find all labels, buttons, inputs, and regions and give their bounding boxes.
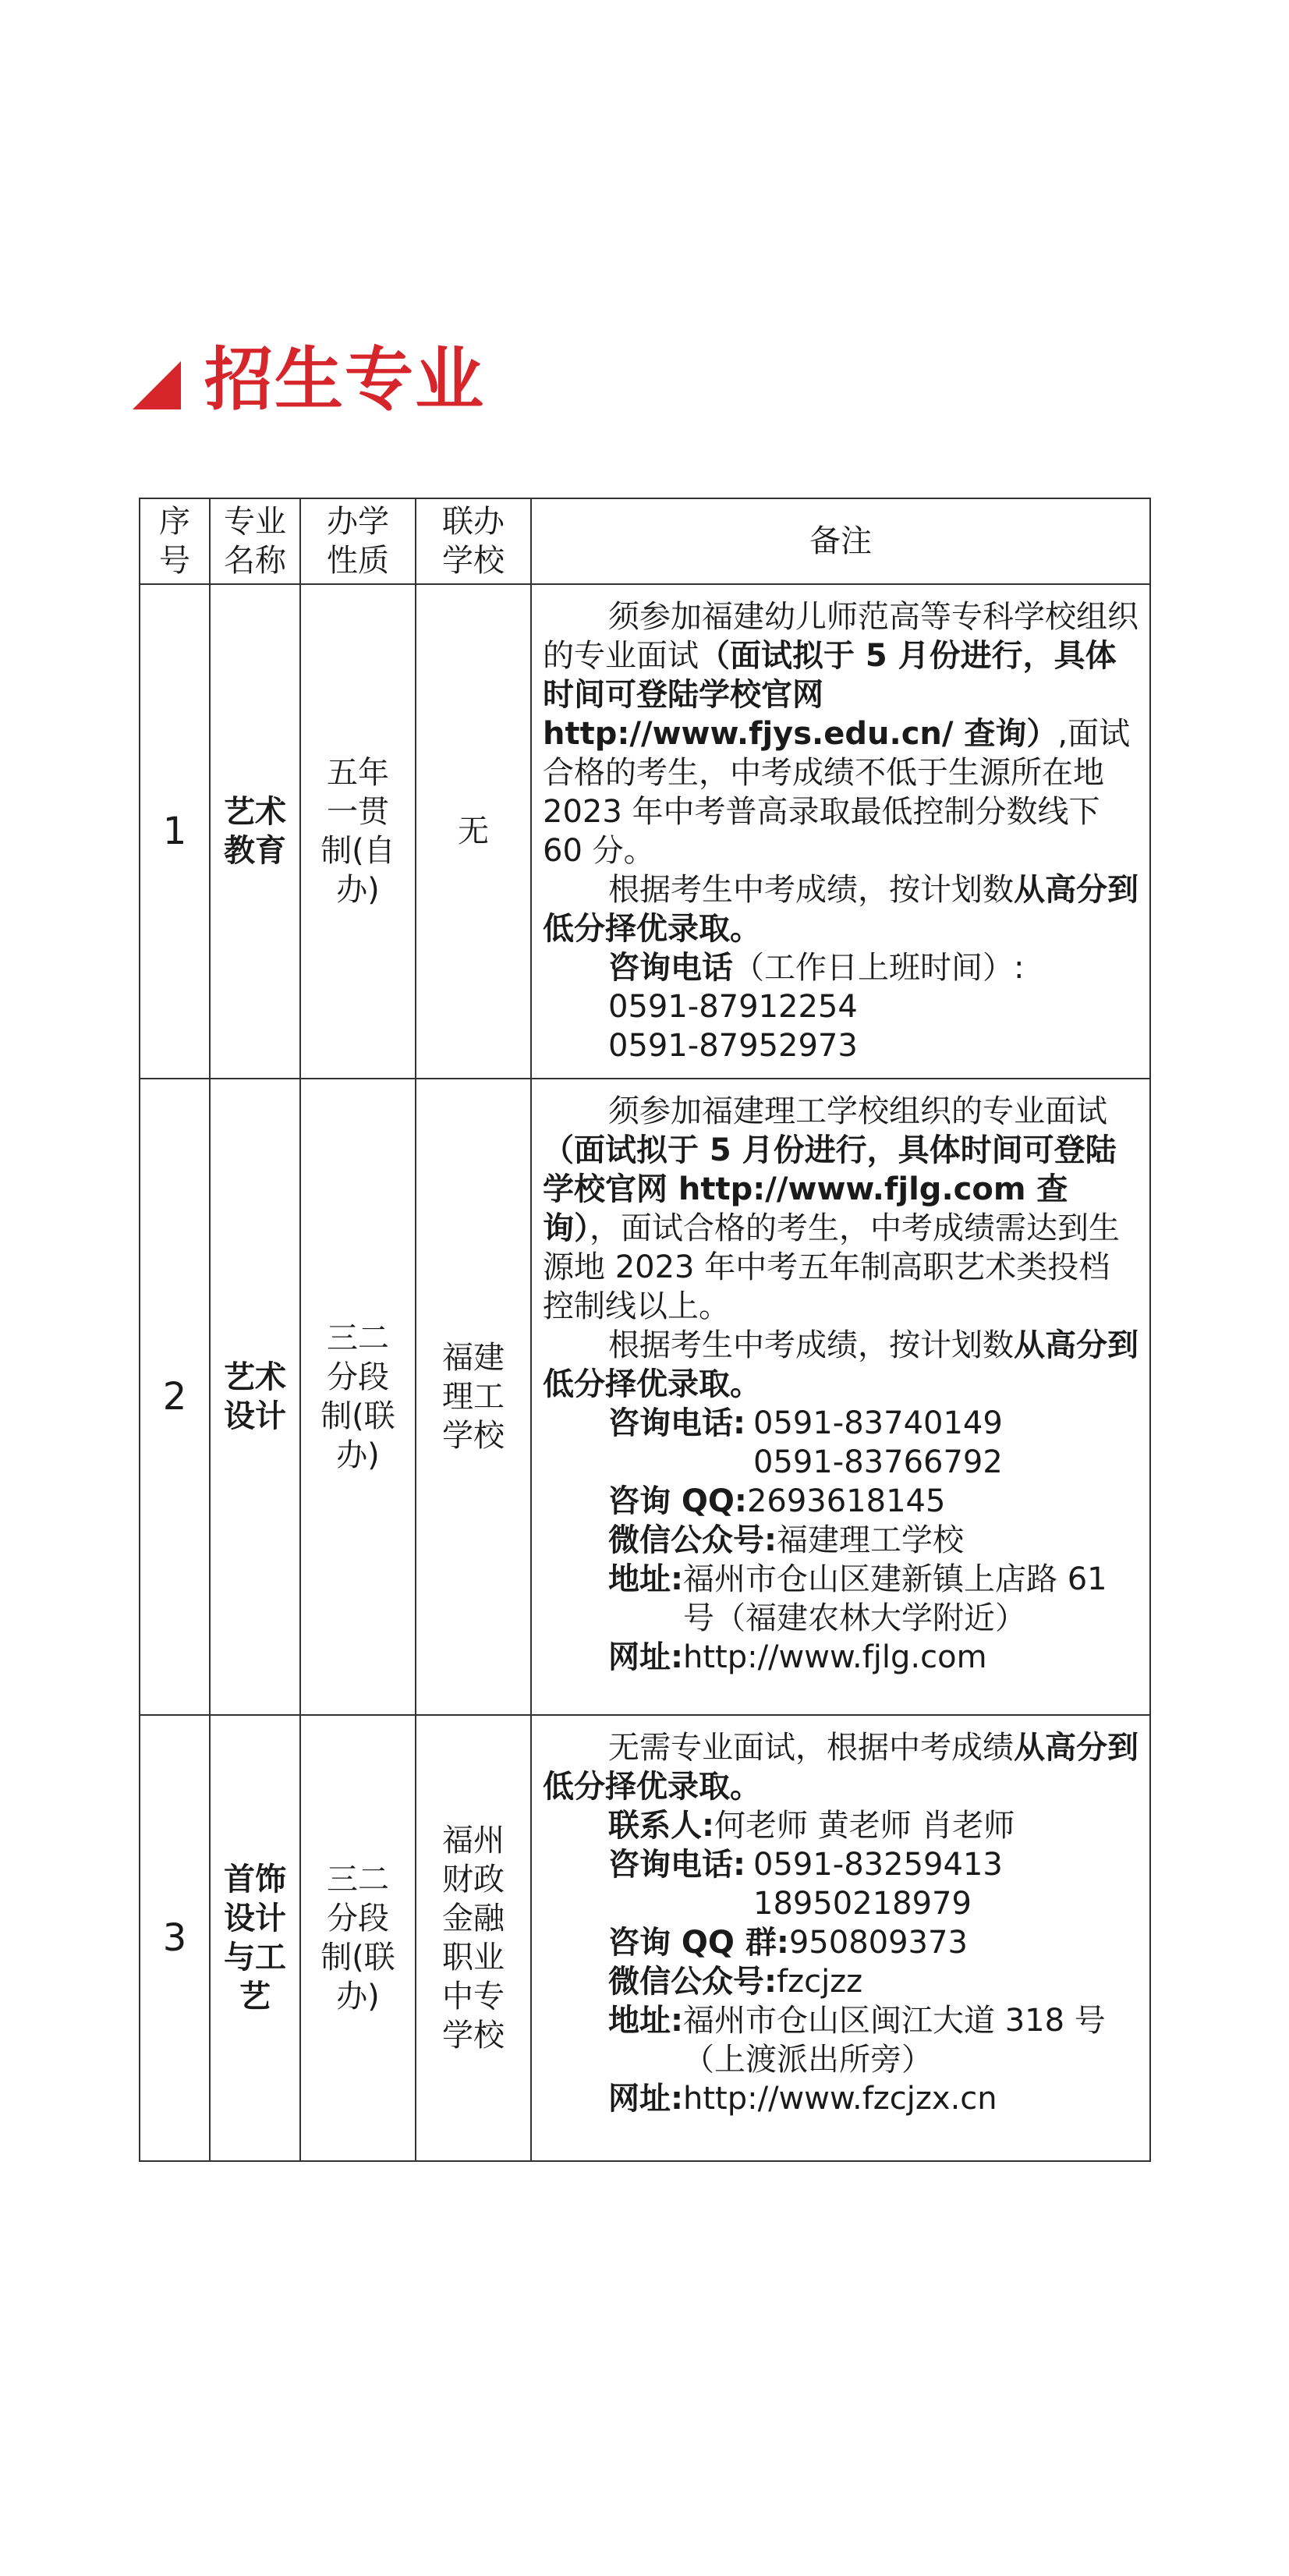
qq-line: 咨询 QQ: 2693618145 xyxy=(608,1483,946,1519)
address-line: 地址: 福州市仓山区闽江大道 318 号（上渡派出所旁） xyxy=(608,2003,1106,2078)
notes-paragraph: 根据考生中考成绩，按计划数从高分到低分择优录取。 xyxy=(543,872,1138,947)
header-notes: 备注 xyxy=(531,498,1150,584)
row-nature: 五年一贯制(自办) xyxy=(300,584,416,1079)
row-partner: 福州财政金融职业中专学校 xyxy=(416,1715,531,2161)
row-major: 艺术设计 xyxy=(210,1079,300,1715)
header-partner: 联办学校 xyxy=(416,498,531,584)
row-nature: 三二分段制(联办) xyxy=(300,1715,416,2161)
row-major: 首饰设计与工艺 xyxy=(210,1715,300,2161)
row-no: 3 xyxy=(140,1715,210,2161)
qq-line: 咨询 QQ 群: 950809373 xyxy=(608,1925,968,1961)
row-no: 1 xyxy=(140,584,210,1079)
table-row xyxy=(140,584,1150,1079)
notes-paragraph: 须参加福建理工学校组织的专业面试（面试拟于 5 月份进行，具体时间可登陆学校官网 http://www.fjlg.com 查询），面试合格的考生，中考成绩需达到生源地 2023 年中考五年制高职艺术类投档控制线以上。 xyxy=(543,1093,1120,1324)
table-row xyxy=(140,1079,1150,1715)
notes-paragraph: 须参加福建幼儿师范高等专科学校组织的专业面试（面试拟于 5 月份进行，具体时间可登陆学校官网 http://www.fjys.edu.cn/ 查询）,面试合格的考生，中考成绩不低于生源所在地 2023 年中考普高录取最低控制分数线下 60 分。 xyxy=(543,599,1138,869)
website-line: 网址: http://www.fzcjzx.cn xyxy=(608,2081,997,2117)
header-major: 专业名称 xyxy=(210,498,300,584)
address-line: 地址: 福州市仓山区建新镇上店路 61 号（福建农林大学附近） xyxy=(608,1561,1107,1636)
admission-majors-table xyxy=(139,498,1151,2162)
notes-paragraph: 无需专业面试，根据中考成绩从高分到低分择优录取。 xyxy=(543,1730,1138,1805)
table-row xyxy=(140,1715,1150,2161)
triangle-marker-icon xyxy=(133,361,181,409)
notes-paragraph: 根据考生中考成绩，按计划数从高分到低分择优录取。 xyxy=(543,1327,1138,1402)
row-no: 2 xyxy=(140,1079,210,1715)
phone-line: 咨询电话: 0591-83740149 0591-83766792 xyxy=(608,1405,1003,1480)
section-heading xyxy=(133,337,485,423)
website-line: 网址: http://www.fjlg.com xyxy=(608,1639,987,1675)
row-major: 艺术教育 xyxy=(210,584,300,1079)
phone-number: 0591-87952973 xyxy=(608,1028,858,1064)
row-notes xyxy=(531,1715,1150,2161)
wechat-line: 微信公众号: 福建理工学校 xyxy=(608,1522,964,1558)
header-no: 序号 xyxy=(140,498,210,584)
wechat-line: 微信公众号: fzcjzz xyxy=(608,1964,863,2000)
row-partner: 福建理工学校 xyxy=(416,1079,531,1715)
phone-line: 咨询电话（工作日上班时间）: xyxy=(608,950,1025,986)
row-partner: 无 xyxy=(416,584,531,1079)
table-header-row xyxy=(140,498,1150,584)
row-notes xyxy=(531,584,1150,1079)
phone-line: 咨询电话: 0591-83259413 18950218979 xyxy=(608,1847,1003,1922)
header-nature: 办学性质 xyxy=(300,498,416,584)
row-nature: 三二分段制(联办) xyxy=(300,1079,416,1715)
page-title: 招生专业 xyxy=(204,339,486,420)
row-notes xyxy=(531,1079,1150,1715)
phone-number: 0591-87912254 xyxy=(608,989,858,1025)
contact-line: 联系人: 何老师 黄老师 肖老师 xyxy=(608,1808,1015,1844)
